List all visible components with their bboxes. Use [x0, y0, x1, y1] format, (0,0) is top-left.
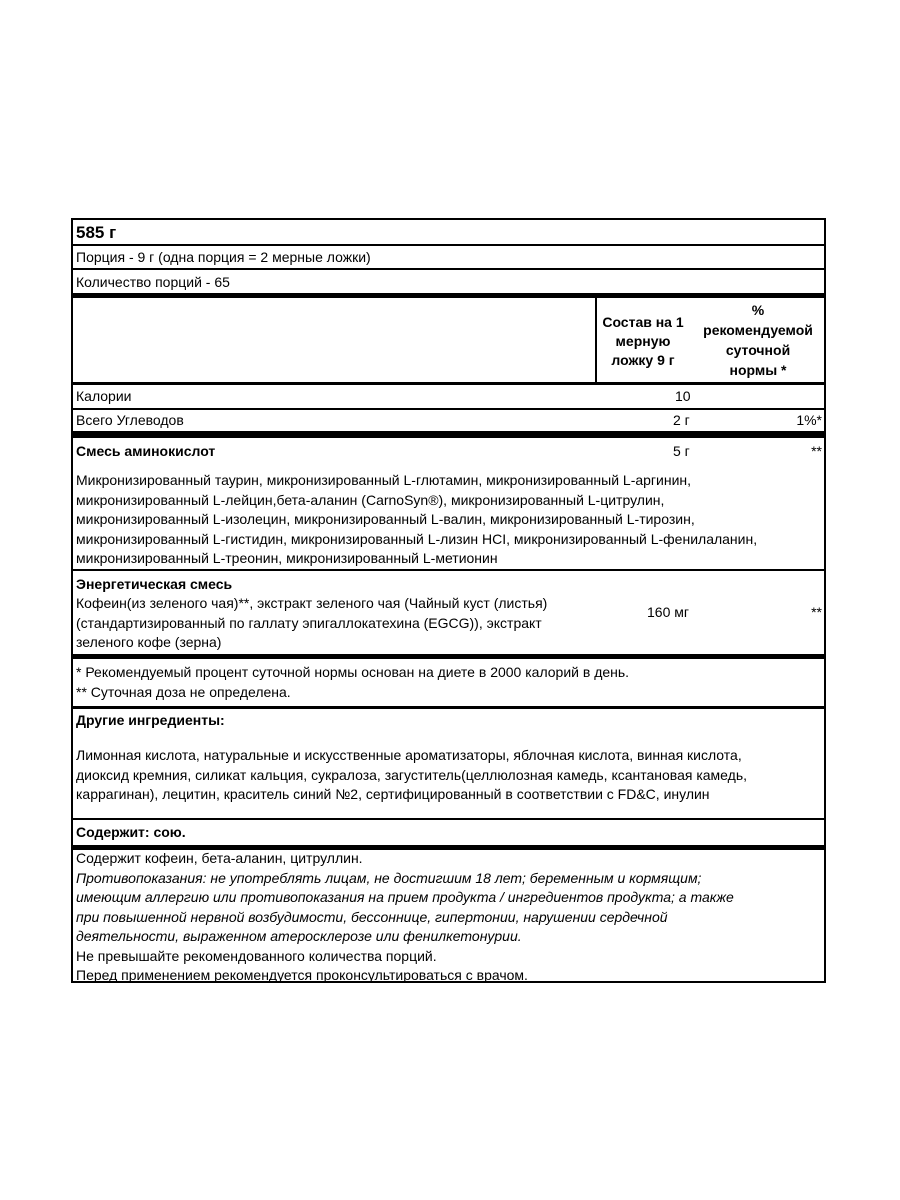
header-line: Состав на 1 [602, 314, 684, 330]
divider [73, 382, 824, 385]
serving-size: Порция - 9 г (одна порция = 2 мерные ложки) [76, 249, 371, 265]
divider [73, 569, 824, 571]
header-line: суточной [725, 342, 791, 358]
divider [73, 268, 824, 270]
energy-blend-dv: ** [811, 604, 822, 620]
ingredient-line: зеленого кофе (зерна) [76, 634, 222, 650]
amino-blend-label: Смесь аминокислот [76, 443, 216, 459]
footnote: * Рекомендуемый процент суточной нормы основан на диете в 2000 калорий в день. [76, 664, 630, 680]
calories-value: 10 [675, 388, 691, 404]
ingredient-line: микронизированный L-изолецин, микронизированный L-валин, микронизированный L-тирозин, [76, 511, 695, 527]
contraindication-line: имеющим аллергию или противопоказания на прием продукта / ингредиентов продукта; а также [76, 889, 734, 905]
energy-blend-label: Энергетическая смесь [76, 576, 233, 592]
other-ingredients-text [76, 746, 747, 805]
daily-value-header [693, 300, 823, 380]
header-line: рекомендуемой [703, 322, 813, 338]
calories-label: Калории [76, 388, 132, 404]
carbs-value: 2 г [673, 412, 690, 428]
divider-thick [73, 293, 824, 298]
energy-blend-value: 160 мг [647, 604, 689, 620]
ingredient-line: Лимонная кислота, натуральные и искусственные ароматизаторы, яблочная кислота, винная кислота, [76, 747, 742, 763]
other-ingredients-title: Другие ингредиенты: [76, 712, 225, 728]
carbs-label: Всего Углеводов [76, 412, 184, 428]
warning-line: Перед применением рекомендуется проконсультироваться с врачом. [76, 967, 528, 983]
footnote: ** Суточная доза не определена. [76, 683, 291, 700]
per-serving-header [597, 313, 689, 370]
divider [73, 706, 824, 709]
divider [73, 408, 824, 410]
warning-line: Содержит кофеин, бета-аланин, цитруллин. [76, 850, 363, 866]
energy-blend-ingredients [76, 594, 547, 653]
warning-line: Не превышайте рекомендованного количества порций. [76, 947, 437, 964]
divider-thick [73, 654, 824, 659]
warnings [76, 849, 734, 986]
header-line: % [751, 302, 765, 318]
ingredient-line: Кофеин(из зеленого чая)**, экстракт зеленого чая (Чайный куст (листья) [76, 595, 548, 611]
header-line: мерную [615, 333, 671, 349]
ingredient-line: диоксид кремния, силикат кальция, сукралоза, загуститель(целлюлозная камедь, ксантановая камедь, [76, 766, 748, 783]
ingredient-line: каррагинан), лецитин, краситель синий №2, сертифицированный в соответствии с FD&C, инулин [76, 786, 710, 802]
divider [73, 818, 824, 820]
contraindication-line: деятельности, выраженном атеросклерозе или фенилкетонурии. [76, 928, 522, 944]
allergen-statement: Содержит: сою. [76, 824, 186, 840]
contraindication-line: при повышенной нервной возбудимости, бессоннице, гипертонии, нарушении сердечной [76, 908, 668, 925]
footnotes [76, 663, 629, 702]
divider-thick [73, 431, 824, 438]
ingredient-line: (стандартизированный по галлату эпигаллокатехина (EGCG)), экстракт [76, 614, 542, 631]
ingredient-line: микронизированный L-лейцин,бета-аланин (CarnoSyn®), микронизированный L-цитрулин, [76, 491, 665, 508]
servings-count: Количество порций - 65 [76, 274, 230, 290]
net-weight: 585 г [76, 223, 117, 242]
amino-blend-dv: ** [811, 443, 822, 459]
ingredient-line: микронизированный L-треонин, микронизированный L-метионин [76, 550, 498, 566]
header-line: ложку 9 г [611, 352, 675, 368]
divider [73, 244, 824, 246]
amino-blend-value: 5 г [673, 443, 690, 459]
header-line: нормы * [729, 362, 787, 378]
ingredient-line: микронизированный L-гистидин, микронизированный L-лизин HCI, микронизированный L-фенилаланин, [76, 530, 758, 547]
amino-blend-ingredients [76, 471, 757, 569]
supplement-facts-panel [71, 218, 826, 983]
contraindication-line: Противопоказания: не употреблять лицам, не достигшим 18 лет; беременным и кормящим; [76, 869, 702, 886]
carbs-dv: 1%* [796, 412, 822, 428]
ingredient-line: Микронизированный таурин, микронизированный L-глютамин, микронизированный L-аргинин, [76, 472, 692, 488]
